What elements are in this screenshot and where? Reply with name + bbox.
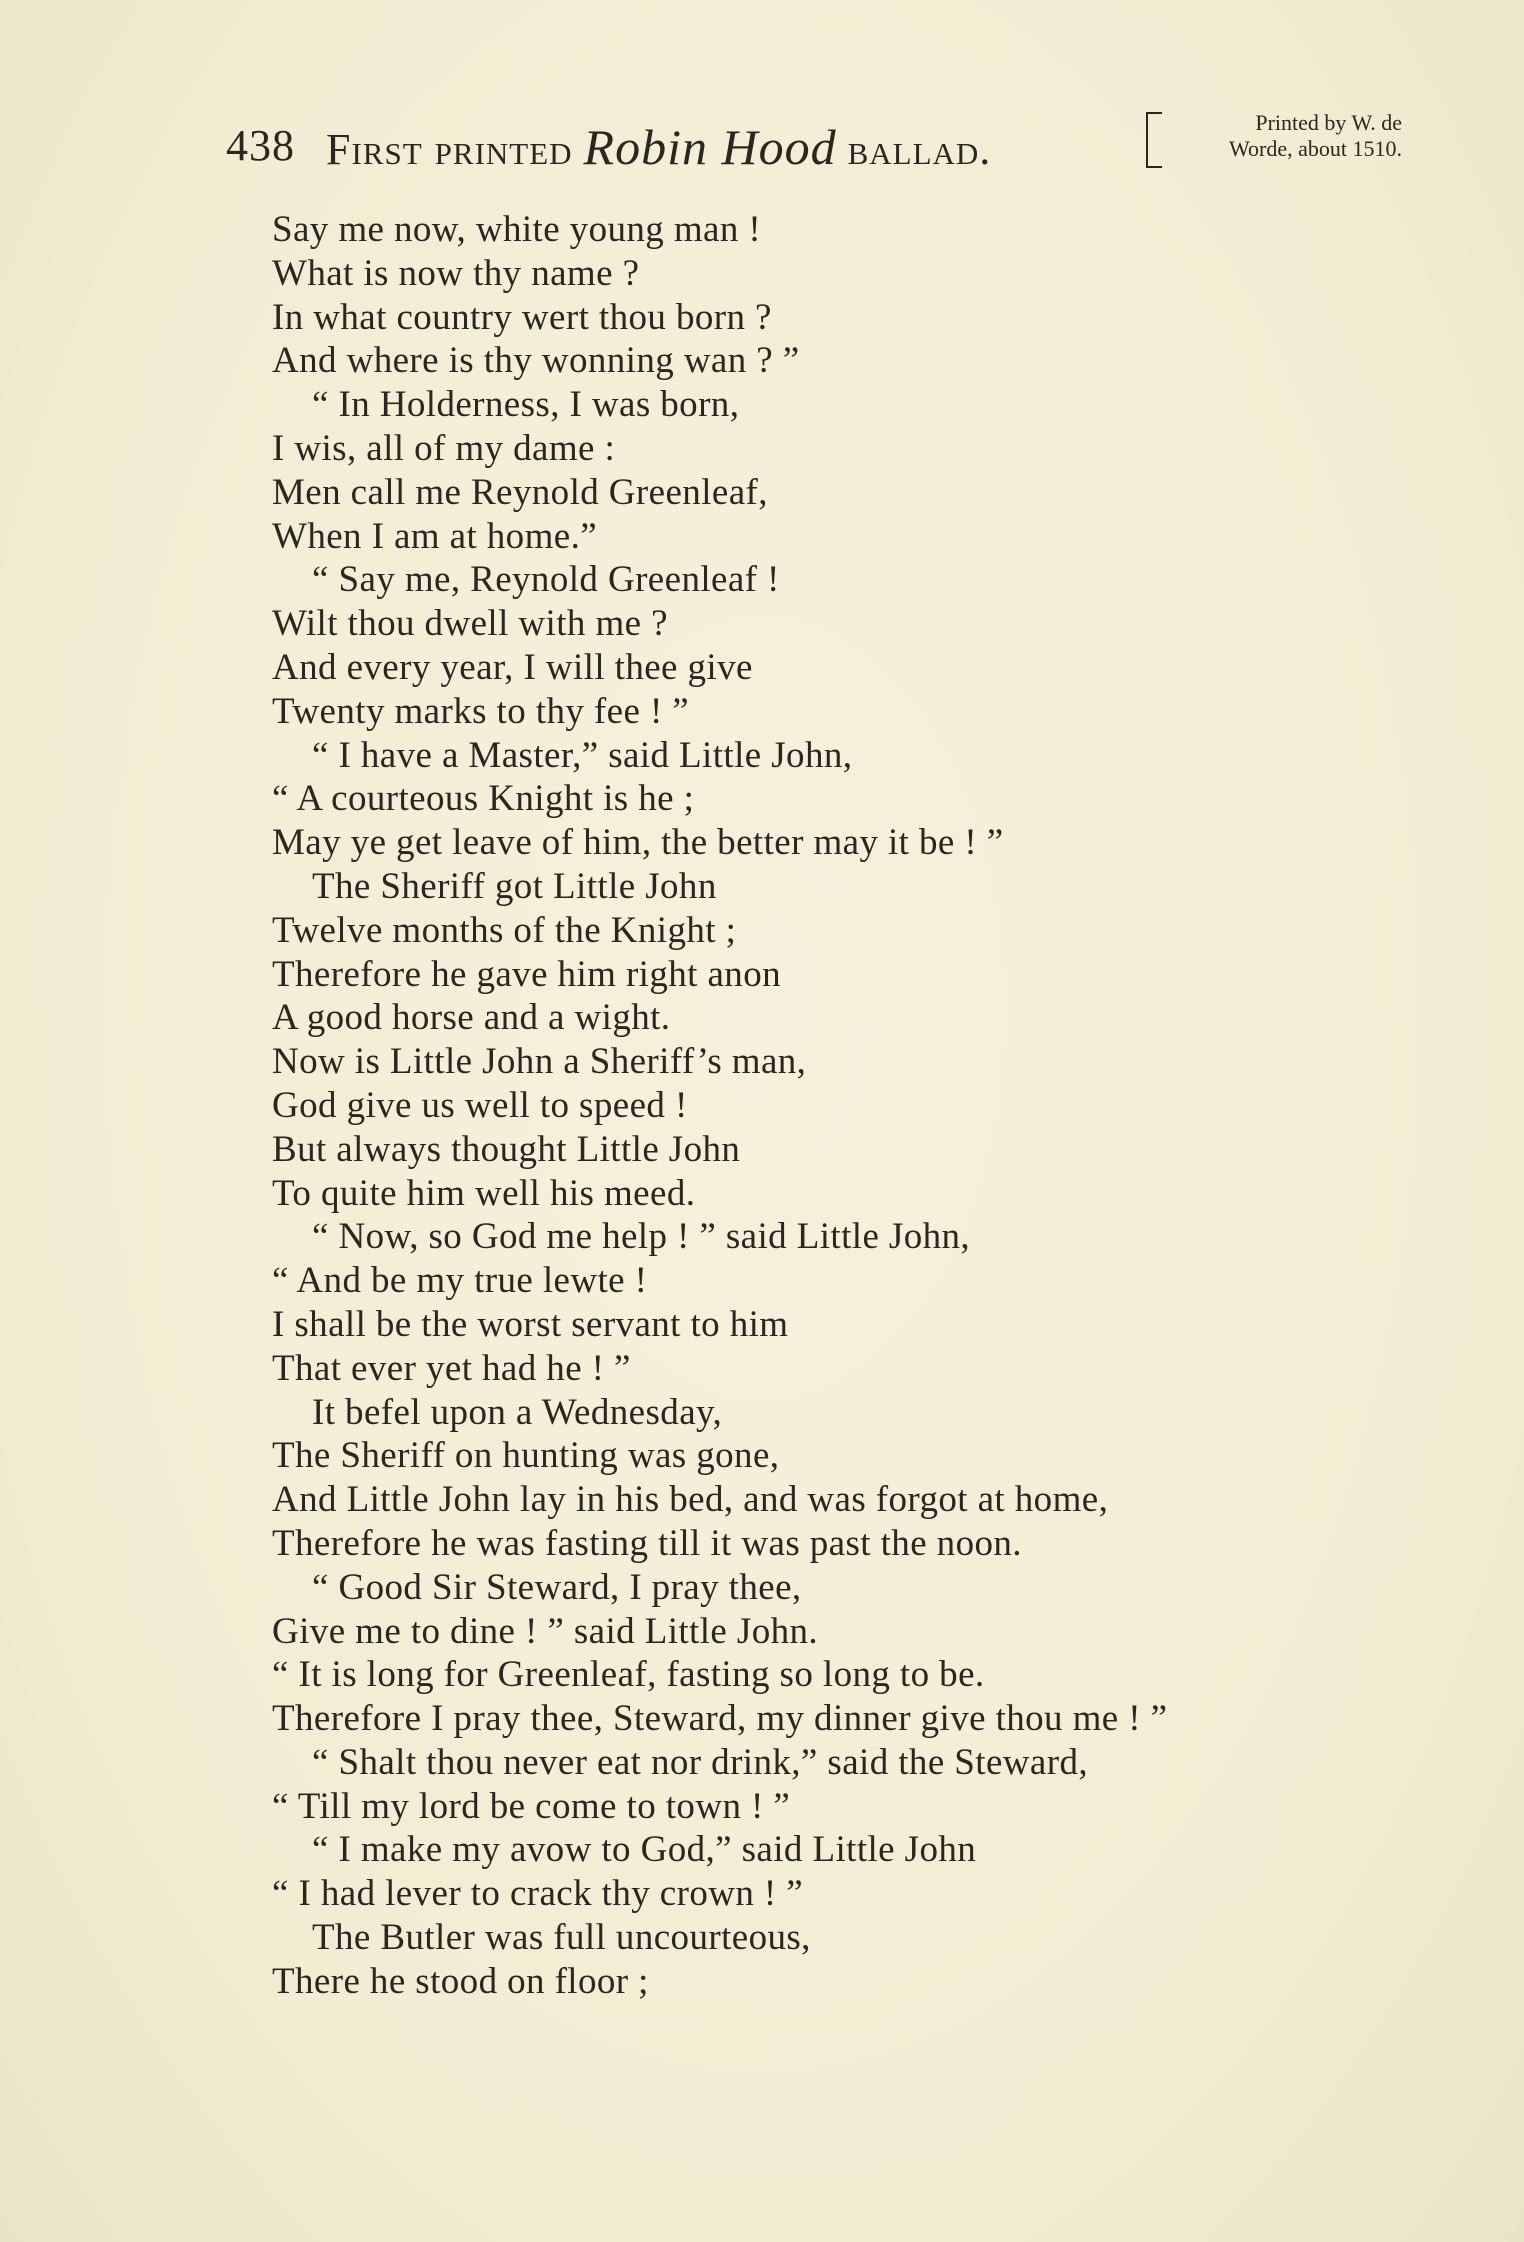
poem-line: I wis, all of my dame : [272, 427, 616, 469]
poem-line: There he stood on floor ; [272, 1960, 649, 2002]
running-title [326, 118, 991, 176]
poem-line: “ It is long for Greenleaf, fasting so long to be. [272, 1654, 985, 1696]
poem-line: “ Say me, Reynold Greenleaf ! [312, 559, 780, 601]
poem-line: Twenty marks to thy fee ! ” [272, 690, 690, 732]
poem-line: A good horse and a wight. [272, 997, 671, 1039]
running-title-last: ballad. [847, 125, 992, 174]
poem-line: When I am at home.” [272, 515, 598, 557]
printer-note [1166, 110, 1402, 162]
poem-line: Therefore I pray thee, Steward, my dinner give thou me ! ” [272, 1698, 1168, 1740]
poem-line: The Sheriff on hunting was gone, [272, 1435, 780, 1477]
poem-line: To quite him well his meed. [272, 1172, 696, 1214]
poem-line: It befel upon a Wednesday, [312, 1391, 723, 1433]
poem-line: God give us well to speed ! [272, 1084, 688, 1126]
poem-line: And every year, I will thee give [272, 646, 753, 688]
poem-line: “ Till my lord be come to town ! ” [272, 1785, 791, 1827]
poem-line: “ Good Sir Steward, I pray thee, [312, 1566, 802, 1608]
running-title-first: First printed [326, 125, 573, 174]
running-header [226, 112, 1406, 182]
running-title-italic: Robin Hood [583, 119, 837, 175]
poem-line: “ Now, so God me help ! ” said Little John, [312, 1216, 971, 1258]
poem-line: “ In Holderness, I was born, [312, 384, 740, 426]
poem-line: What is now thy name ? [272, 252, 640, 294]
poem-line: That ever yet had he ! ” [272, 1347, 631, 1389]
header-bracket [1146, 112, 1162, 168]
poem-line: “ Shalt thou never eat nor drink,” said the Steward, [312, 1741, 1088, 1783]
poem-line: “ And be my true lewte ! [272, 1260, 648, 1302]
poem-line: Therefore he gave him right anon [272, 953, 782, 995]
poem-line: Now is Little John a Sheriff’s man, [272, 1041, 807, 1083]
poem-line: Men call me Reynold Greenleaf, [272, 471, 768, 513]
poem-line: But always thought Little John [272, 1128, 741, 1170]
poem-line: And Little John lay in his bed, and was forgot at home, [272, 1479, 1109, 1521]
printer-note-line-1: Printed by W. de [1255, 110, 1402, 135]
poem-line: Therefore he was fasting till it was past the noon. [272, 1522, 1022, 1564]
printer-note-line-2: Worde, about 1510. [1229, 136, 1402, 161]
page-number: 438 [226, 121, 295, 170]
poem-line: May ye get leave of him, the better may it be ! ” [272, 822, 1004, 864]
poem-line: In what country wert thou born ? [272, 296, 772, 338]
poem-line: “ I had lever to crack thy crown ! ” [272, 1873, 804, 1915]
poem-line: And where is thy wonning wan ? ” [272, 340, 800, 382]
poem-line: The Butler was full uncourteous, [312, 1917, 811, 1959]
poem-line: “ A courteous Knight is he ; [272, 778, 695, 820]
poem-line: Give me to dine ! ” said Little John. [272, 1610, 819, 1652]
poem-line: “ I have a Master,” said Little John, [312, 734, 853, 776]
poem-text [272, 208, 1452, 2004]
poem-line: Say me now, white young man ! [272, 209, 762, 250]
poem-line: Wilt thou dwell with me ? [272, 603, 668, 645]
poem-line: Twelve months of the Knight ; [272, 909, 737, 951]
poem-line: I shall be the worst servant to him [272, 1303, 789, 1345]
poem-line: The Sheriff got Little John [312, 865, 717, 907]
poem-line: “ I make my avow to God,” said Little John [312, 1829, 977, 1871]
